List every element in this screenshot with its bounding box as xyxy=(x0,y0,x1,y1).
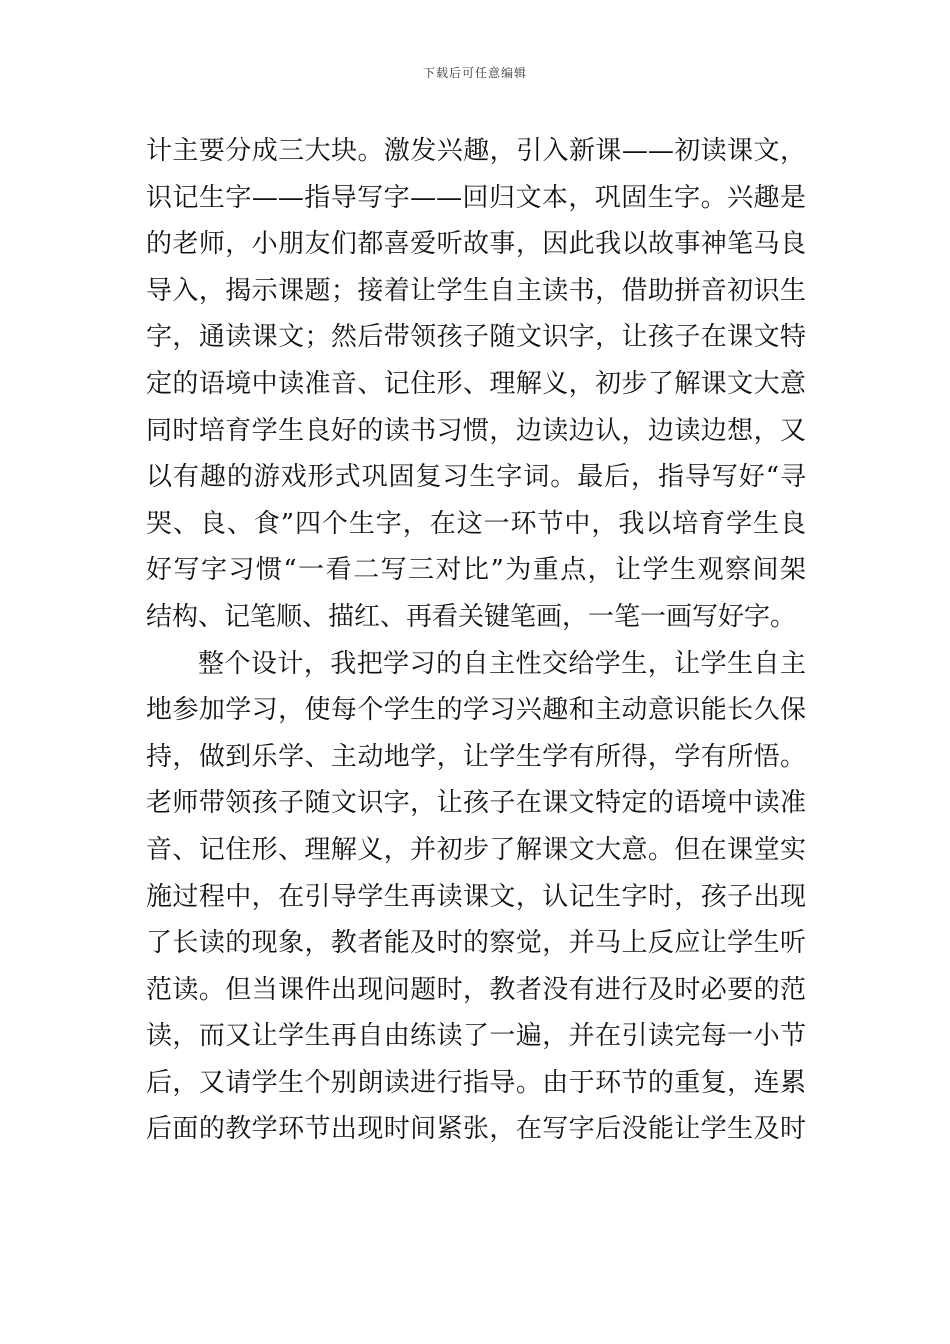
page-header: 下载后可任意编辑 xyxy=(422,66,527,80)
text-line: 以有趣的游戏形式巩固复习生字词。最后，指导写好“寻 xyxy=(146,462,806,493)
text-line: 了长读的现象，教者能及时的察觉，并马上反应让学生听 xyxy=(146,928,806,959)
text-line: 音、记住形、理解义，并初步了解课文大意。但在课堂实 xyxy=(146,834,806,865)
text-line: 整个设计，我把学习的自主性交给学生，让学生自主 xyxy=(198,648,806,679)
text-line: 施过程中，在引导学生再读课文，认记生字时，孩子出现 xyxy=(146,881,806,912)
paragraph xyxy=(146,128,806,641)
text-line: 同时培育学生良好的读书习惯，边读边认，边读边想，又 xyxy=(146,415,806,446)
paragraph xyxy=(146,641,806,1154)
text-line: 老师带领孩子随文识字，让孩子在课文特定的语境中读准 xyxy=(146,788,806,819)
text-line: 后，又请学生个别朗读进行指导。由于环节的重复，连累 xyxy=(146,1067,806,1098)
text-line: 哭、良、食”四个生字，在这一环节中，我以培育学生良 xyxy=(146,508,806,539)
text-line: 结构、记笔顺、描红、再看关键笔画，一笔一画写好字。 xyxy=(146,601,797,632)
text-line: 计主要分成三大块。激发兴趣，引入新课——初读课文， xyxy=(146,136,806,166)
text-line: 定的语境中读准音、记住形、理解义，初步了解课文大意 xyxy=(146,368,806,399)
text-line: 范读。但当课件出现问题时，教者没有进行及时必要的范 xyxy=(146,974,806,1005)
text-line: 读，而又让学生再自由练读了一遍，并在引读完每一小节 xyxy=(146,1021,806,1052)
text-line: 的老师，小朋友们都喜爱听故事，因此我以故事神笔马良 xyxy=(146,229,806,260)
text-line: 地参加学习，使每个学生的学习兴趣和主动意识能长久保 xyxy=(146,695,806,726)
text-line: 字，通读课文；然后带领孩子随文识字，让孩子在课文特 xyxy=(146,322,806,353)
document-body xyxy=(146,128,806,1153)
text-line: 好写字习惯“一看二写三对比”为重点，让学生观察间架 xyxy=(146,555,806,586)
text-line: 导入，揭示课题；接着让学生自主读书，借助拼音初识生 xyxy=(146,275,806,306)
text-line: 持，做到乐学、主动地学，让学生学有所得，学有所悟。 xyxy=(146,741,806,772)
text-line: 识记生字——指导写字——回归文本，巩固生字。兴趣是 xyxy=(146,182,806,213)
text-line: 后面的教学环节出现时间紧张，在写字后没能让学生及时 xyxy=(146,1114,806,1145)
